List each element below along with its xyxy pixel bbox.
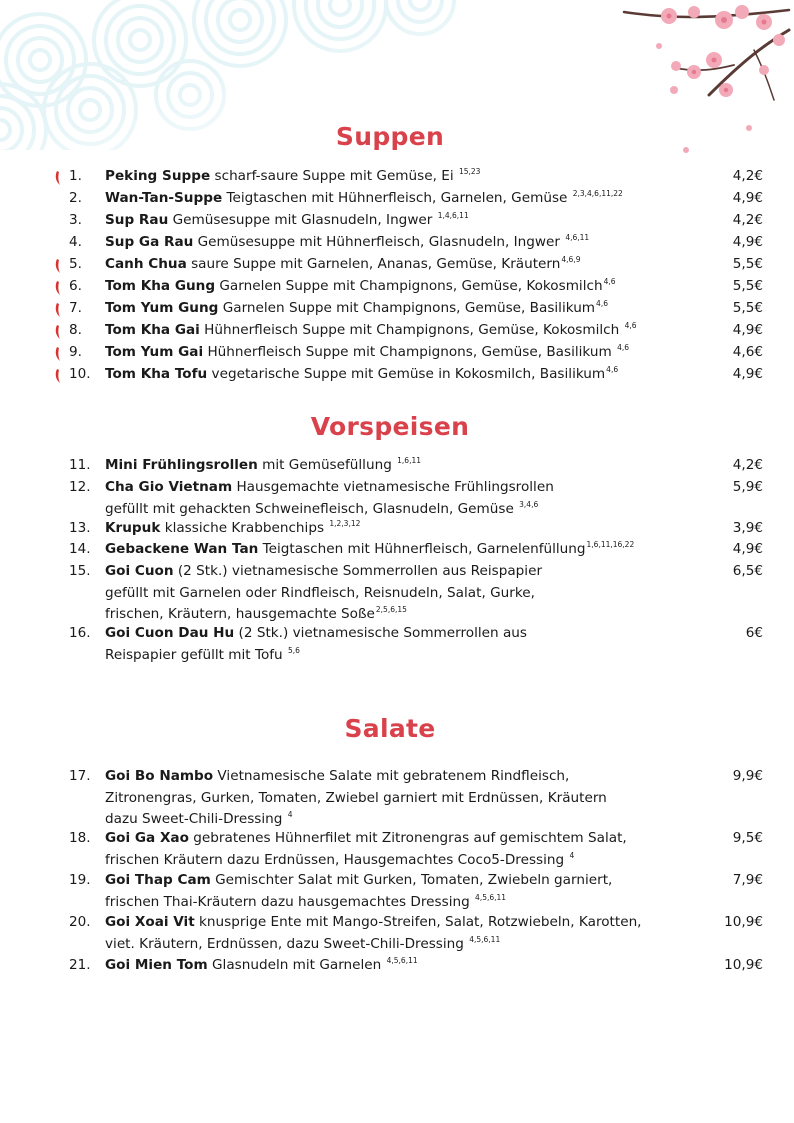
item-name: Gebackene Wan Tan xyxy=(105,541,259,557)
item-name: Sup Rau xyxy=(105,212,169,228)
item-price: 5,9€ xyxy=(732,479,763,495)
allergen-codes: 4 xyxy=(569,850,575,860)
item-text: Hühnerfleisch Suppe mit Champignons, Gemüse, Basilikum xyxy=(203,344,617,360)
item-price: 4,2€ xyxy=(732,168,763,184)
item-name: Tom Kha Tofu xyxy=(105,366,208,382)
item-price: 4,9€ xyxy=(732,190,763,206)
item-name: Peking Suppe xyxy=(105,168,211,184)
allergen-codes: 4,6 xyxy=(617,343,629,352)
allergen-codes: 15,23 xyxy=(458,167,481,176)
item-number: 2. xyxy=(69,190,82,206)
item-number: 12. xyxy=(69,479,91,495)
item-description xyxy=(105,477,720,521)
allergen-codes: 4,5,6,11 xyxy=(475,892,507,902)
item-price: 3,9€ xyxy=(732,520,763,536)
item-price: 6€ xyxy=(745,625,763,641)
item-name: Tom Kha Gai xyxy=(105,322,200,338)
item-number: 5. xyxy=(69,256,82,272)
allergen-codes: 4,6,9 xyxy=(561,255,581,264)
allergen-codes: 4,5,6,11 xyxy=(469,934,501,944)
item-number: 8. xyxy=(69,322,82,338)
item-description xyxy=(105,766,720,832)
allergen-codes: 1,2,3,12 xyxy=(329,519,361,528)
allergen-codes: 4,6 xyxy=(606,365,619,374)
item-text-line2: viet. Kräutern, Erdnüssen, dazu Sweet-Chili-Dressing xyxy=(105,935,469,952)
item-name: Krupuk xyxy=(105,520,161,536)
chili-pepper-icon xyxy=(54,324,62,340)
item-text: Teigtaschen mit Hühnerfleisch, Garnelen, Gemüse xyxy=(222,190,572,206)
item-number: 4. xyxy=(69,234,82,250)
item-number: 7. xyxy=(69,300,82,316)
item-text: Vietnamesische Salate mit gebratenem Rindfleisch, xyxy=(213,768,570,784)
item-name: Tom Yum Gai xyxy=(105,344,204,360)
item-description xyxy=(105,539,720,562)
item-text: Garnelen Suppe mit Champignons, Gemüse, Kokosmilch xyxy=(215,278,603,294)
chili-pepper-icon xyxy=(54,280,62,296)
item-text: gebratenes Hühnerfilet mit Zitronengras auf gemischtem Salat, xyxy=(188,830,627,846)
item-price: 9,9€ xyxy=(732,768,763,784)
allergen-codes: 4,6,11 xyxy=(565,233,590,242)
item-text: saure Suppe mit Garnelen, Ananas, Gemüse, Kräutern xyxy=(186,256,561,272)
item-text: Gemüsesuppe mit Glasnudeln, Ingwer xyxy=(168,212,437,228)
item-price: 4,6€ xyxy=(732,344,763,360)
item-text: (2 Stk.) vietnamesische Sommerrollen aus xyxy=(234,625,528,641)
chili-pepper-icon xyxy=(54,302,62,318)
item-price: 5,5€ xyxy=(732,300,763,316)
allergen-codes: 1,4,6,11 xyxy=(437,211,469,220)
item-text-line2: gefüllt mit Garnelen oder Rindfleisch, Reisnudeln, Salat, Gurke, xyxy=(105,584,535,601)
item-description xyxy=(105,455,720,478)
item-description xyxy=(105,870,720,914)
allergen-codes: 4 xyxy=(287,810,293,819)
item-text: klassiche Krabbenchips xyxy=(160,520,329,536)
allergen-codes: 4,6 xyxy=(596,299,608,308)
item-text-line2: Reispapier gefüllt mit Tofu xyxy=(105,646,287,663)
allergen-codes: 1,6,11 xyxy=(397,456,421,465)
item-text-line2: gefüllt mit gehackten Schweinefleisch, Glasnudeln, Gemüse xyxy=(105,500,519,517)
item-name: Canh Chua xyxy=(105,256,187,272)
allergen-codes: 2,3,4,6,11,22 xyxy=(572,189,623,198)
item-text: Gemischter Salat mit Gurken, Tomaten, Zwiebeln garniert, xyxy=(210,872,613,888)
item-name: Cha Gio Vietnam xyxy=(105,479,233,495)
item-name: Goi Thap Cam xyxy=(105,872,211,888)
section-title-vorspeisen: Vorspeisen xyxy=(310,412,470,441)
chili-pepper-icon xyxy=(54,170,62,186)
item-number: 15. xyxy=(69,563,91,579)
chili-pepper-icon xyxy=(54,346,62,362)
item-price: 5,5€ xyxy=(732,278,763,294)
item-name: Sup Ga Rau xyxy=(105,234,194,250)
item-text-line3: dazu Sweet-Chili-Dressing xyxy=(105,811,287,827)
item-price: 4,2€ xyxy=(732,212,763,228)
item-name: Goi Mien Tom xyxy=(105,957,208,973)
item-description xyxy=(105,320,720,343)
item-description xyxy=(105,298,720,321)
item-description xyxy=(105,276,720,299)
allergen-codes: 5,6 xyxy=(288,645,300,655)
item-description xyxy=(105,518,720,541)
item-description xyxy=(105,210,720,233)
item-text: knusprige Ente mit Mango-Streifen, Salat, Rotzwiebeln, Karotten, xyxy=(194,914,642,930)
chili-pepper-icon xyxy=(54,258,62,274)
item-number: 19. xyxy=(69,872,91,888)
item-description xyxy=(105,166,720,189)
item-text: Hühnerfleisch Suppe mit Champignons, Gemüse, Kokosmilch xyxy=(199,322,624,338)
item-text: Glasnudeln mit Garnelen xyxy=(207,957,386,973)
item-description xyxy=(105,623,720,667)
item-number: 6. xyxy=(69,278,82,294)
allergen-codes: 3,4,6 xyxy=(519,499,539,509)
item-text-line2: frischen Thai-Kräutern dazu hausgemachtes Dressing xyxy=(105,893,475,910)
allergen-codes: 4,6 xyxy=(624,321,637,330)
item-number: 9. xyxy=(69,344,82,360)
item-name: Tom Kha Gung xyxy=(105,278,216,294)
item-price: 4,9€ xyxy=(732,322,763,338)
item-text: Teigtaschen mit Hühnerfleisch, Garnelenfüllung xyxy=(258,541,586,557)
item-number: 16. xyxy=(69,625,91,641)
item-description xyxy=(105,342,720,365)
chili-pepper-icon xyxy=(54,368,62,384)
section-title-suppen: Suppen xyxy=(335,122,445,151)
item-number: 3. xyxy=(69,212,82,228)
item-description xyxy=(105,254,720,277)
item-text: vegetarische Suppe mit Gemüse in Kokosmilch, Basilikum xyxy=(207,366,606,382)
item-name: Goi Cuon Dau Hu xyxy=(105,625,235,641)
item-number: 20. xyxy=(69,914,91,930)
item-description xyxy=(105,188,720,211)
item-description xyxy=(105,364,720,387)
item-price: 7,9€ xyxy=(732,872,763,888)
item-text: Garnelen Suppe mit Champignons, Gemüse, Basilikum xyxy=(218,300,596,316)
item-price: 4,9€ xyxy=(732,541,763,557)
item-name: Tom Yum Gung xyxy=(105,300,219,316)
item-price: 4,9€ xyxy=(732,366,763,382)
item-description xyxy=(105,828,720,872)
item-price: 10,9€ xyxy=(724,957,763,973)
item-price: 5,5€ xyxy=(732,256,763,272)
item-description xyxy=(105,955,720,978)
item-text: scharf-saure Suppe mit Gemüse, Ei xyxy=(210,168,458,184)
item-name: Goi Xoai Vit xyxy=(105,914,195,930)
item-name: Goi Cuon xyxy=(105,563,174,579)
item-text-line2: Zitronengras, Gurken, Tomaten, Zwiebel garniert mit Erdnüssen, Kräutern xyxy=(105,789,607,806)
item-number: 11. xyxy=(69,457,91,473)
item-price: 10,9€ xyxy=(724,914,763,930)
item-number: 18. xyxy=(69,830,91,846)
item-description xyxy=(105,912,720,956)
item-number: 1. xyxy=(69,168,82,184)
item-number: 21. xyxy=(69,957,91,973)
allergen-codes: 4,6 xyxy=(603,277,616,286)
item-number: 13. xyxy=(69,520,91,536)
allergen-codes: 1,6,11,16,22 xyxy=(586,540,635,549)
item-text: Gemüsesuppe mit Hühnerfleisch, Glasnudeln, Ingwer xyxy=(193,234,565,250)
item-text: Hausgemachte vietnamesische Frühlingsrollen xyxy=(232,479,554,495)
item-name: Wan-Tan-Suppe xyxy=(105,190,223,206)
item-price: 9,5€ xyxy=(732,830,763,846)
item-price: 4,9€ xyxy=(732,234,763,250)
item-number: 10. xyxy=(69,366,91,382)
item-number: 17. xyxy=(69,768,91,784)
item-price: 4,2€ xyxy=(732,457,763,473)
allergen-codes: 2,5,6,15 xyxy=(375,605,407,614)
item-text-line3: frischen, Kräutern, hausgemachte Soße xyxy=(105,606,375,622)
section-title-salate: Salate xyxy=(344,714,436,743)
item-text: (2 Stk.) vietnamesische Sommerrollen aus Reispapier xyxy=(173,563,543,579)
item-description xyxy=(105,232,720,255)
item-name: Goi Bo Nambo xyxy=(105,768,214,784)
item-text-line2: frischen Kräutern dazu Erdnüssen, Hausgemachtes Coco5-Dressing xyxy=(105,851,569,868)
item-text: mit Gemüsefüllung xyxy=(257,457,397,473)
item-name: Mini Frühlingsrollen xyxy=(105,457,258,473)
item-price: 6,5€ xyxy=(732,563,763,579)
allergen-codes: 4,5,6,11 xyxy=(386,956,418,965)
item-description xyxy=(105,561,720,627)
item-name: Goi Ga Xao xyxy=(105,830,189,846)
item-number: 14. xyxy=(69,541,91,557)
